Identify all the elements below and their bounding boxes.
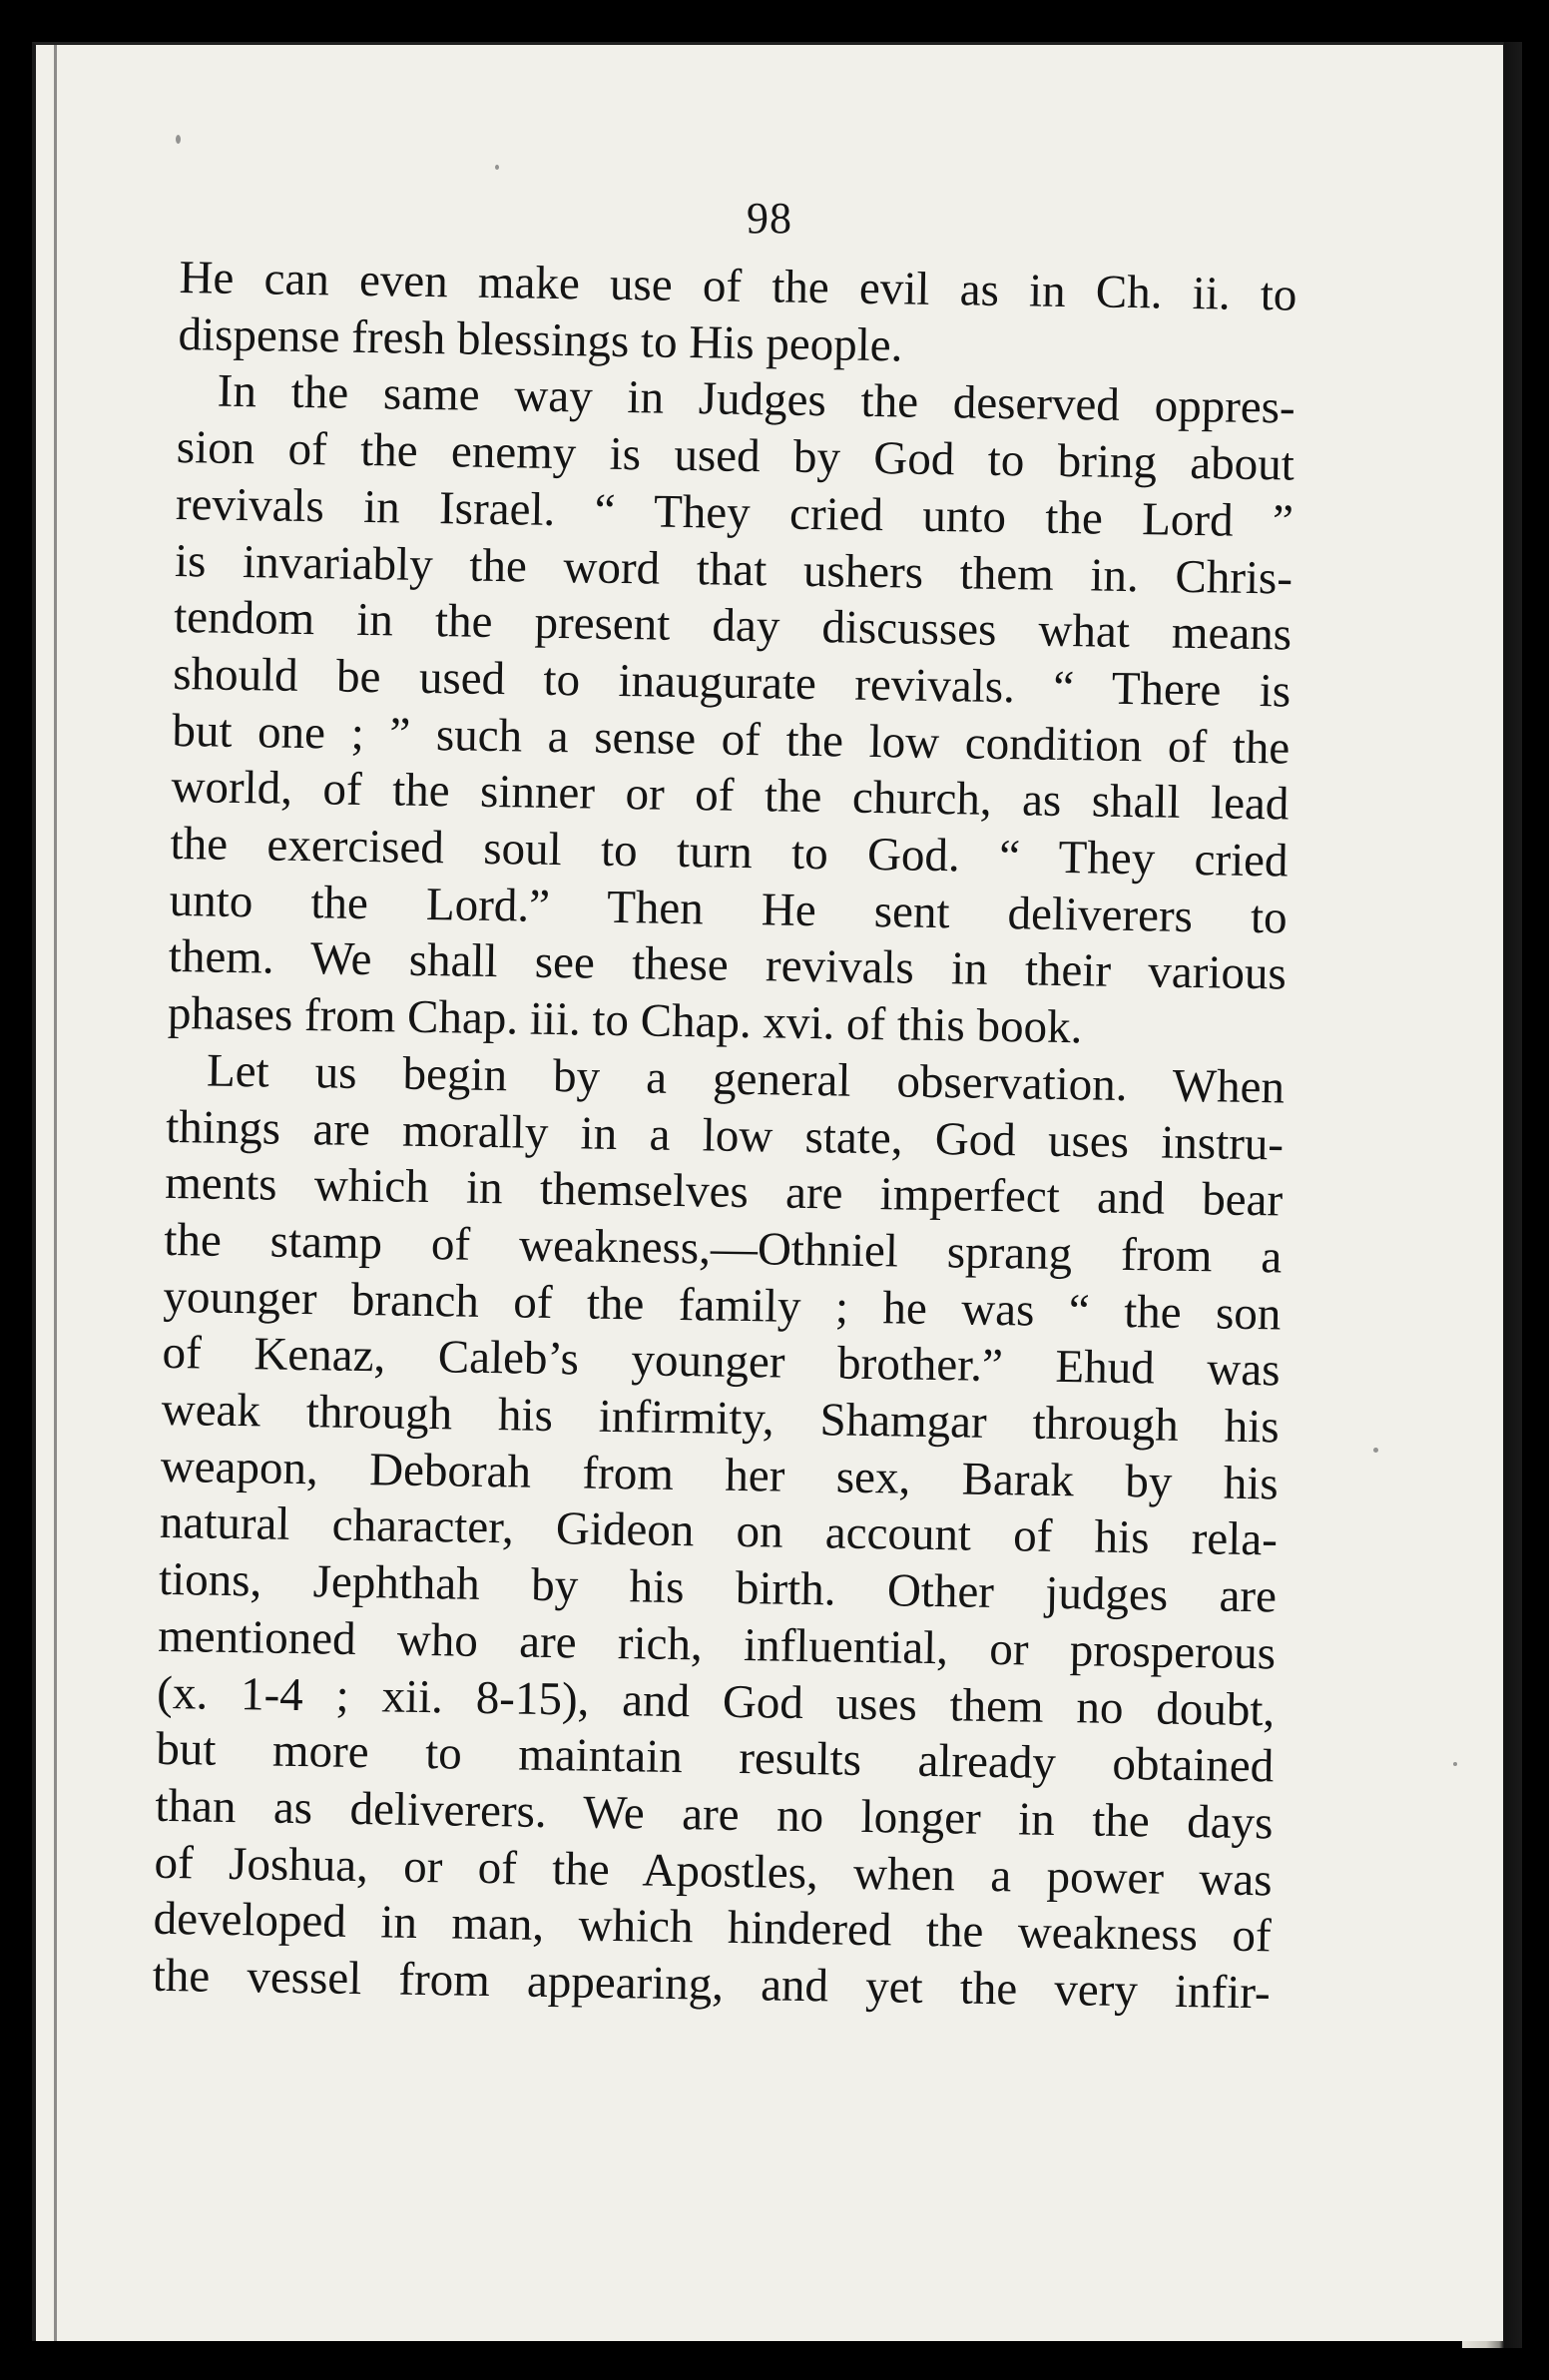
text-line: sion of the enemy is used by God to bring about [176,421,1295,491]
text-line: dispense fresh blessings to His people. [178,307,903,372]
text-line: weapon, Deborah from her sex, Barak by his [160,1440,1280,1510]
text-line: natural character, Gideon on account of his rela- [159,1496,1279,1566]
text-line: In the same way in Judges the deserved oppres- [217,365,1296,434]
paper-speck [495,165,499,170]
paper-speck [1373,1448,1378,1453]
body-text [152,250,1296,2022]
text-line: phases from Chap. iii. to Chap. xvi. of this book. [167,987,1083,1054]
text-line: things are morally in a low state, God uses instru- [165,1100,1285,1171]
text-line: the exercised soul to turn to God. “ They cried [170,817,1289,888]
paper-speck [1453,1762,1457,1766]
text-line: He can even make use of the evil as in Ch. ii. to [179,251,1297,321]
text-line: is invariably the word that ushers them in. Chris- [174,534,1293,605]
text-line: of Joshua, or of the Apostles, when a power was [154,1836,1273,1907]
text-line: unto the Lord.” Then He sent deliverers to [169,874,1289,944]
text-line: tions, Jephthah by his birth. Other judges are [158,1553,1278,1623]
text-line: the vessel from appearing, and yet the very infir- [152,1949,1272,2020]
paper-speck [176,135,181,144]
text-line: the stamp of weakness,—Othniel sprang from a [164,1213,1283,1284]
text-line: them. We shall see these revivals in their various [168,930,1288,1000]
text-line: weak through his infirmity, Shamgar through his [161,1383,1281,1454]
page-edge-shadow [54,45,57,2341]
text-line: should be used to inaugurate revivals. “ There is [172,647,1291,718]
page-number: 98 [747,194,792,243]
text-line: mentioned who are rich, influential, or prosperous [157,1609,1277,1680]
text-line: developed in man, which hindered the weakness of [153,1893,1273,1963]
text-line: but one ; ” such a sense of the low condition of the [172,704,1291,775]
text-line: of Kenaz, Caleb’s younger brother.” Ehud was [162,1327,1281,1397]
text-line: world, of the sinner or of the church, as shall lead [171,761,1290,831]
text-line: revivals in Israel. “ They cried unto the Lord ” [175,477,1294,548]
text-line: than as deliverers. We are no longer in the days [155,1779,1274,1850]
text-line: tendom in the present day discusses what means [173,591,1292,661]
text-line: (x. 1-4 ; xii. 8-15), and God uses them no doubt, [156,1666,1276,1736]
text-line: Let us begin by a general observation. When [206,1044,1286,1114]
text-line: ments which in themselves are imperfect and bear [164,1157,1284,1227]
text-line: younger branch of the family ; he was “ the son [163,1270,1282,1341]
text-line: but more to maintain results already obtained [155,1723,1275,1793]
